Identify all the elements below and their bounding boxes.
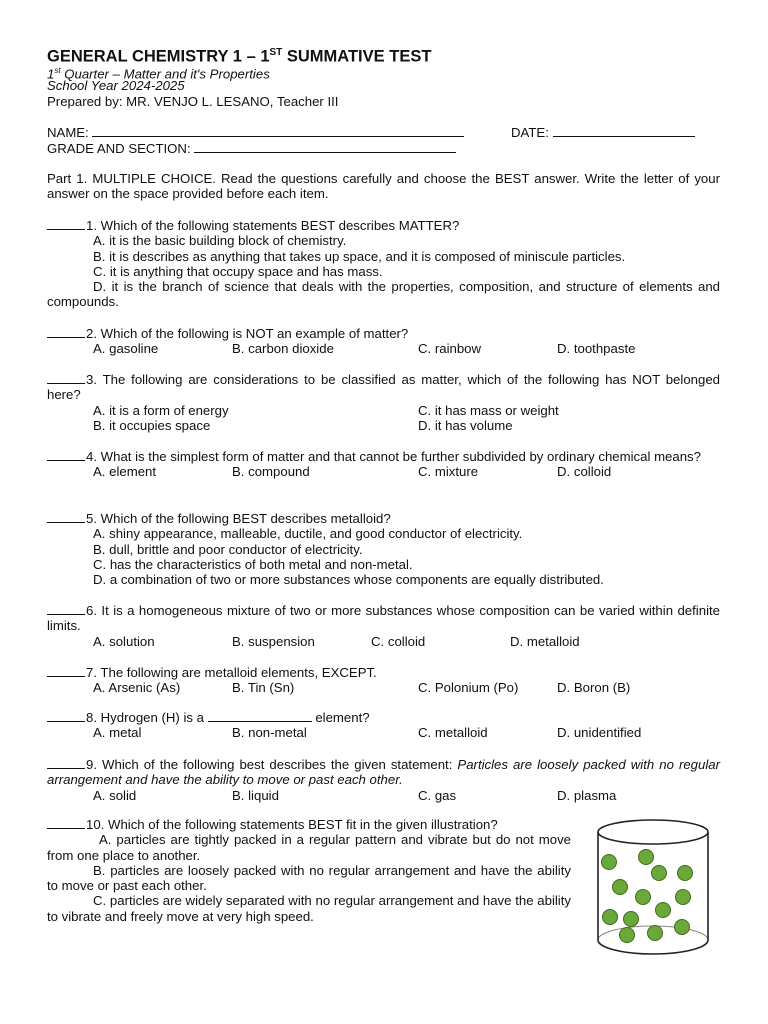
choice-1b: B. it is describes as anything that takes up space, and it is composed of miniscule particles. <box>93 248 626 264</box>
fill-blank-8 <box>208 709 312 722</box>
choice-1c: C. it is anything that occupy space and has mass. <box>93 263 383 279</box>
question-1: 1. Which of the following statements BEST describes MATTER? A. it is the basic building block of chemistry. B. it is describes as anything that takes up space, and it is composed of miniscule particles. C. it is anything that occupy space and has mass. D. it is the branch of science that deals with the properties, composition, and structure of elements and compounds. <box>47 218 720 310</box>
particle <box>624 912 639 927</box>
answer-blank-5[interactable] <box>47 510 85 523</box>
choice-8d: D. unidentified <box>557 725 642 741</box>
choice-5a: A. shiny appearance, malleable, ductile, and good conductor of electricity. <box>93 526 523 542</box>
choice-5b: B. dull, brittle and poor conductor of electricity. <box>93 541 363 557</box>
particle <box>613 880 628 895</box>
particle <box>656 903 671 918</box>
particle <box>678 866 693 881</box>
quarter-line: 1st Quarter – Matter and it's Properties <box>47 66 270 82</box>
school-year: School Year 2024-2025 <box>47 78 185 93</box>
question-6: 6. It is a homogeneous mixture of two or more substances whose composition can be varied within definite limits. A. solution B. suspension C. colloid D. metalloid <box>47 603 720 649</box>
answer-blank-1[interactable] <box>47 217 85 230</box>
choice-1a: A. it is the basic building block of chemistry. <box>93 233 347 249</box>
choice-10a: A. particles are tightly packed in a regular pattern and vibrate but do not move from one place to another. <box>47 832 571 863</box>
particle <box>636 890 651 905</box>
question-10: 10. Which of the following statements BEST fit in the given illustration? A. particles are tightly packed in a regular pattern and vibrate but do not move from one place to another. B. particles are loosely packed with no regular arrangement and have the ability to move or past each other. C. particles are widely separated with no regular arrangement and have the ability to vibrate and freely move at very high speed. <box>47 817 571 924</box>
choice-5d: D. a combination of two or more substances whose components are equally distributed. <box>93 572 604 588</box>
choice-4c: C. mixture <box>418 464 479 480</box>
choice-10b: B. particles are loosely packed with no regular arrangement and have the ability to move or past each other. <box>47 862 571 894</box>
choice-7a: A. Arsenic (As) <box>93 680 181 696</box>
choice-3c: C. it has mass or weight <box>418 402 559 418</box>
page-title: GENERAL CHEMISTRY 1 – 1ST SUMMATIVE TEST <box>47 47 432 66</box>
choice-8b: B. non-metal <box>232 725 307 741</box>
question-3: 3. The following are considerations to be classified as matter, which of the following has NOT belonged here? A. it is a form of energy C. it has mass or weight B. it occupies space D. it has volume <box>47 372 720 433</box>
choice-10c: C. particles are widely separated with no regular arrangement and have the ability to vibrate and freely move at very high speed. <box>47 893 571 924</box>
choice-9a: A. solid <box>93 787 137 803</box>
question-4: 4. What is the simplest form of matter and that cannot be further subdivided by ordinary chemical means? A. element B. compound C. mixture D. colloid <box>47 448 720 480</box>
choice-7d: D. Boron (B) <box>557 680 631 696</box>
choice-3d: D. it has volume <box>418 417 513 433</box>
particle <box>603 910 618 925</box>
choice-8c: C. metalloid <box>418 725 488 741</box>
name-field[interactable]: NAME: <box>47 124 464 140</box>
choice-6a: A. solution <box>93 633 155 649</box>
choice-4d: D. colloid <box>557 464 612 480</box>
beaker-bottom <box>598 940 708 954</box>
choice-9d: D. plasma <box>557 787 617 803</box>
name-blank[interactable] <box>92 124 464 137</box>
choice-4b: B. compound <box>232 464 310 480</box>
choice-9c: C. gas <box>418 787 457 803</box>
answer-blank-7[interactable] <box>47 664 85 677</box>
particles-group <box>602 850 693 943</box>
question-5: 5. Which of the following BEST describes metalloid? A. shiny appearance, malleable, ductile, and good conductor of electricity. B. dull, brittle and poor conductor of electricity. C. has the characteristics of both metal and non-metal. D. a combination of two or more substances whose components are equally distributed. <box>47 510 720 587</box>
choice-9b: B. liquid <box>232 787 279 803</box>
choice-4a: A. element <box>93 464 157 480</box>
particle <box>602 855 617 870</box>
beaker-illustration <box>590 815 716 961</box>
choice-6c: C. colloid <box>371 633 426 649</box>
question-2: 2. Which of the following is NOT an example of matter? A. gasoline B. carbon dioxide C. rainbow D. toothpaste <box>47 325 720 357</box>
answer-blank-10[interactable] <box>47 816 85 829</box>
particle <box>676 890 691 905</box>
choice-2c: C. rainbow <box>418 341 482 357</box>
date-blank[interactable] <box>553 124 695 137</box>
choice-1d: D. it is the branch of science that deals with the properties, composition, and structure of elements and compounds. <box>47 279 720 310</box>
particle <box>652 866 667 881</box>
answer-blank-6[interactable] <box>47 602 85 615</box>
question-9: 9. Which of the following best describes the given statement: Particles are loosely packed with no regular arrangement and have the ability to move or past each other. A. solid B. liquid C. gas D. plasma <box>47 757 720 803</box>
choice-6b: B. suspension <box>232 633 315 649</box>
date-field[interactable]: DATE: <box>511 124 695 140</box>
answer-blank-4[interactable] <box>47 448 85 461</box>
grade-section-blank[interactable] <box>194 140 456 153</box>
choice-5c: C. has the characteristics of both metal and non-metal. <box>93 556 413 572</box>
question-8: 8. Hydrogen (H) is a element? A. metal B. non-metal C. metalloid D. unidentified <box>47 709 720 741</box>
choice-2b: B. carbon dioxide <box>232 341 334 357</box>
choice-2a: A. gasoline <box>93 341 159 357</box>
answer-blank-3[interactable] <box>47 371 85 384</box>
choice-6d: D. metalloid <box>510 633 580 649</box>
particle <box>620 928 635 943</box>
grade-section-field[interactable]: GRADE AND SECTION: <box>47 140 456 156</box>
choice-3b: B. it occupies space <box>93 417 211 433</box>
choice-2d: D. toothpaste <box>557 341 636 357</box>
answer-blank-9[interactable] <box>47 756 85 769</box>
answer-blank-2[interactable] <box>47 325 85 338</box>
choice-7b: B. Tin (Sn) <box>232 680 295 696</box>
question-7: 7. The following are metalloid elements, EXCEPT. A. Arsenic (As) B. Tin (Sn) C. Polonium (Po) D. Boron (B) <box>47 664 720 696</box>
instructions: Part 1. MULTIPLE CHOICE. Read the questions carefully and choose the BEST answer. Write the letter of your answer on the space provided before each item. <box>47 171 720 202</box>
choice-8a: A. metal <box>93 725 142 741</box>
particle <box>675 920 690 935</box>
particle <box>639 850 654 865</box>
particle <box>648 926 663 941</box>
choice-3a: A. it is a form of energy <box>93 402 229 418</box>
prepared-by: Prepared by: MR. VENJO L. LESANO, Teacher III <box>47 94 339 109</box>
choice-7c: C. Polonium (Po) <box>418 680 519 696</box>
answer-blank-8[interactable] <box>47 709 85 722</box>
beaker-top-rim <box>598 820 708 844</box>
